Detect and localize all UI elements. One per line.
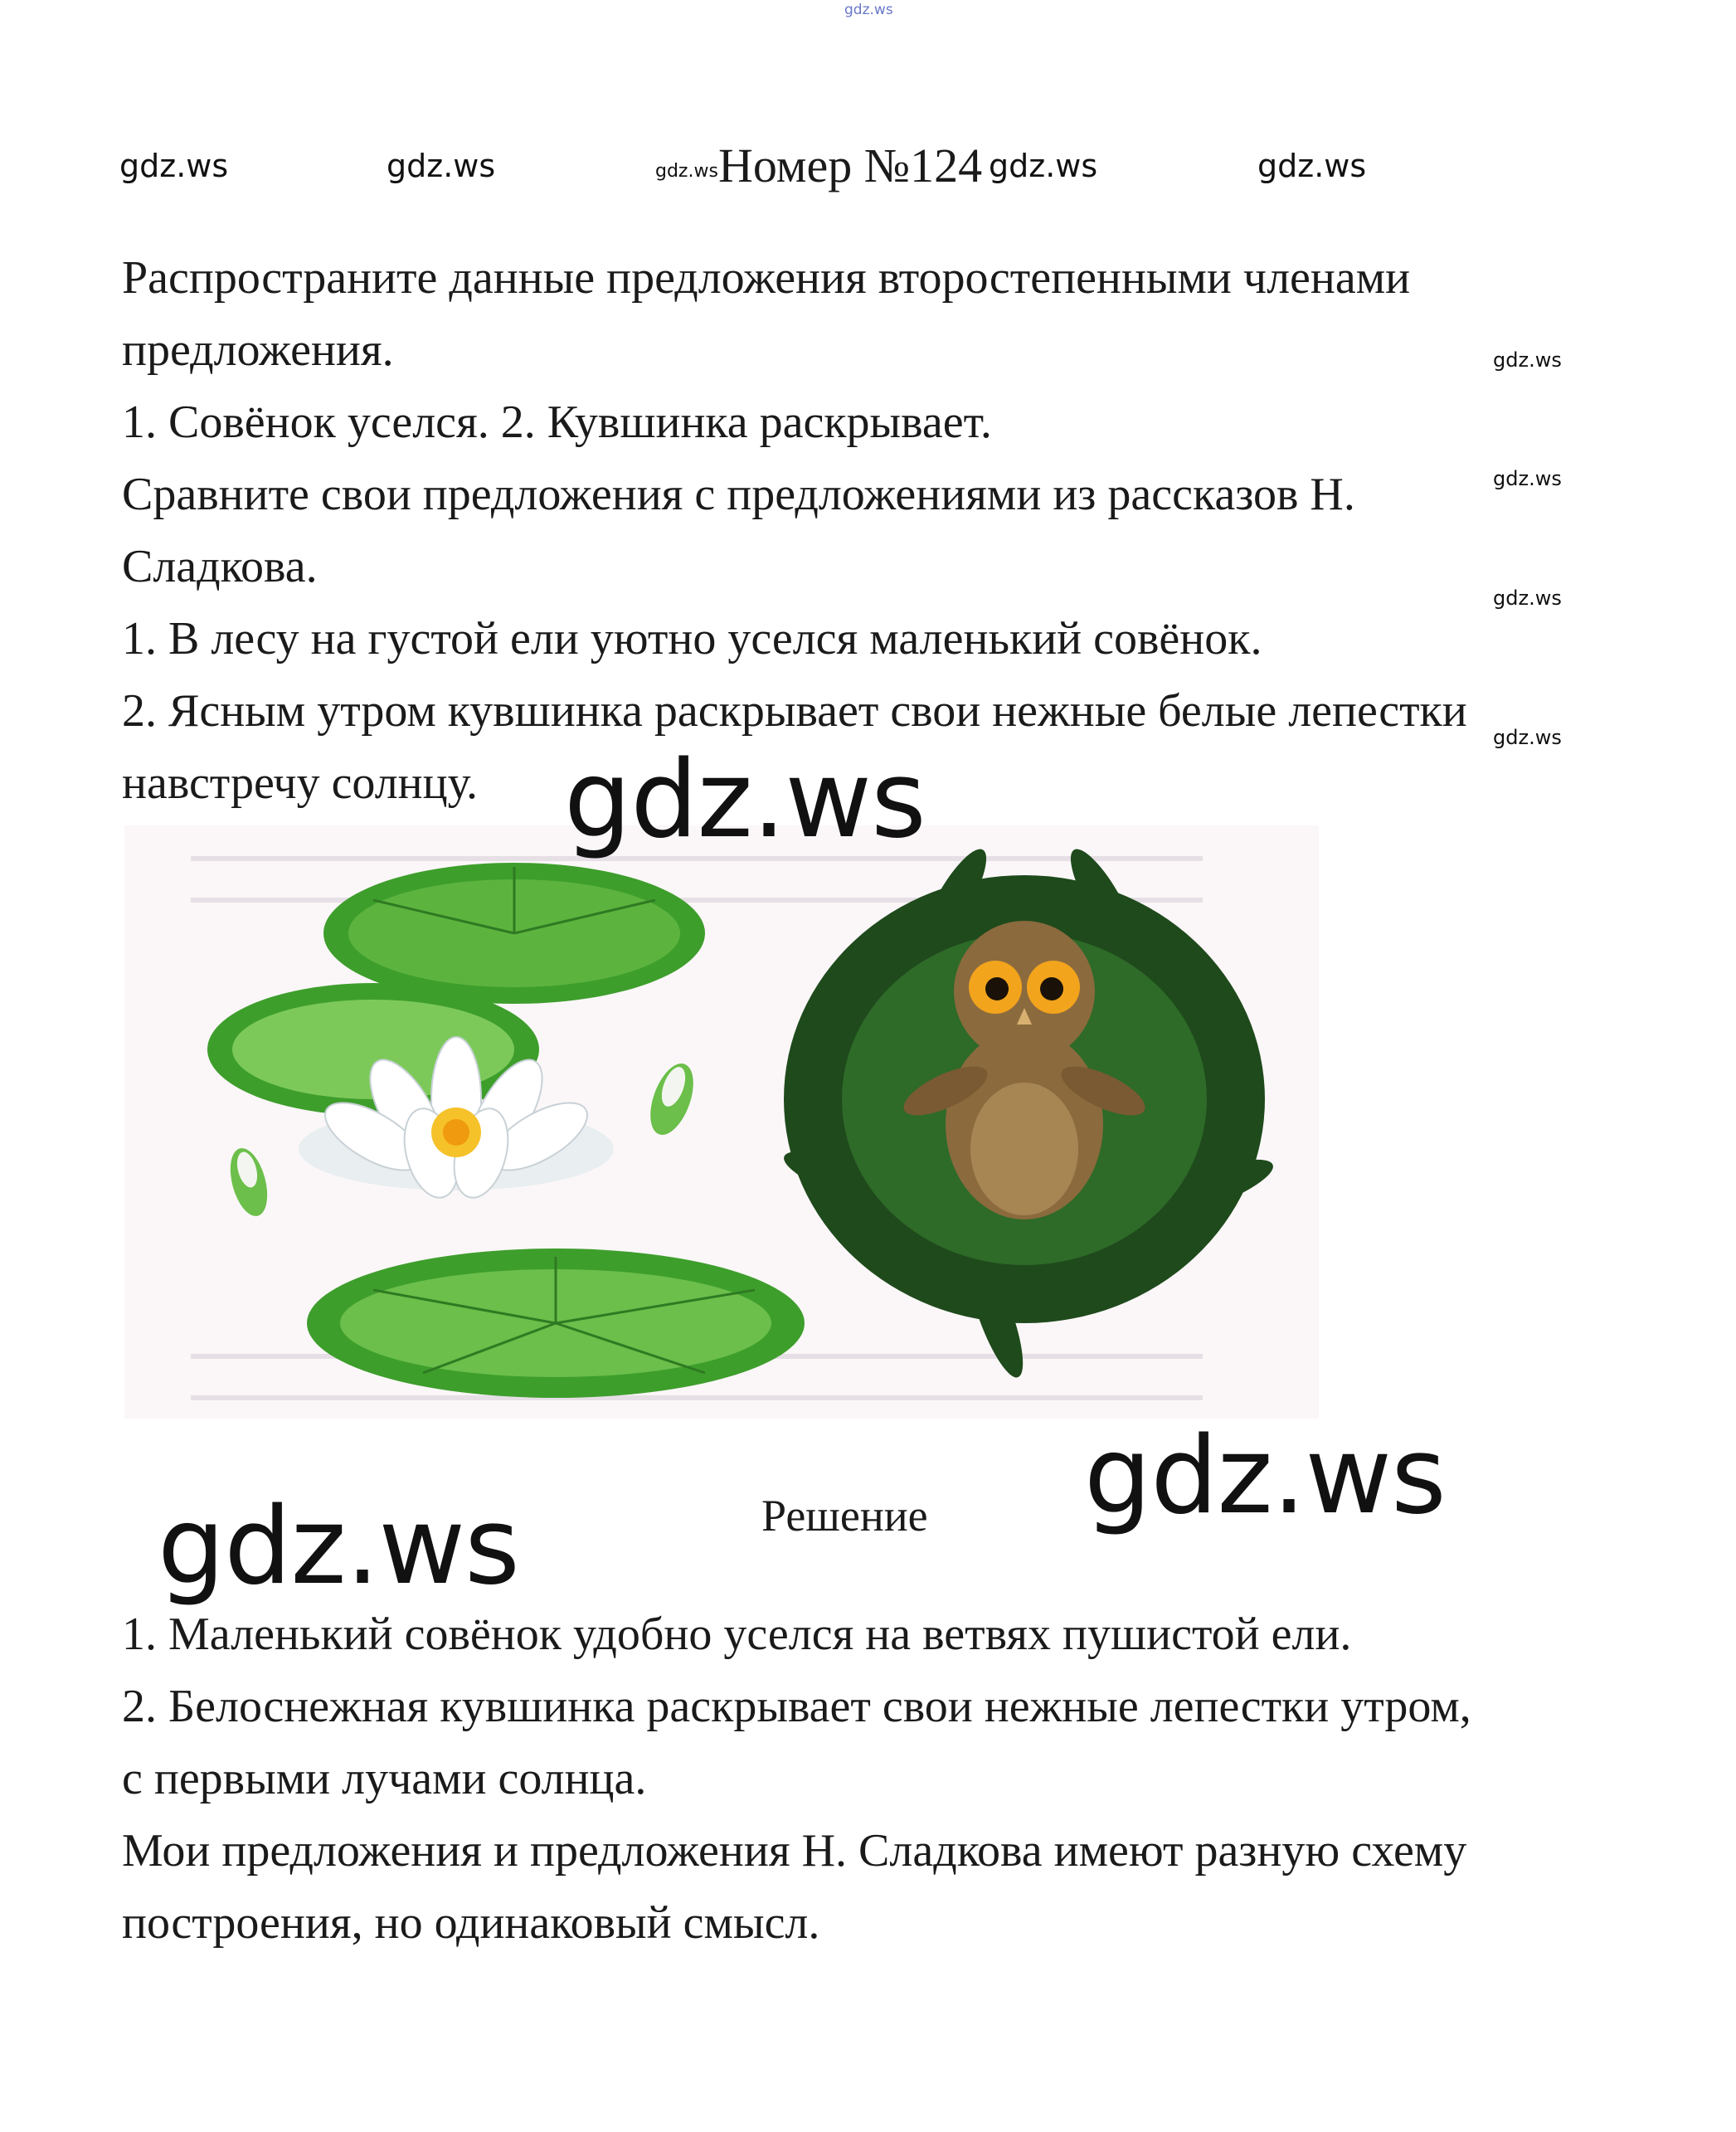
watermark-big-1: gdz.ws (564, 738, 926, 862)
watermark-side-4: gdz.ws (1493, 726, 1562, 749)
task-line-5: Сладкова. (122, 541, 318, 592)
task-line-7: 2. Ясным утром кувшинка раскрывает свои нежные белые лепестки (122, 685, 1467, 737)
solution-line-1: 1. Маленький совёнок удобно уселся на ветвях пушистой ели. (122, 1609, 1352, 1660)
task-line-3: 1. Совёнок уселся. 2. Кувшинка раскрывает. (122, 397, 992, 448)
page-title: Номер №124 (718, 139, 983, 192)
watermark-side-3: gdz.ws (1493, 587, 1562, 610)
illustration-water-lily-and-owlet (124, 825, 1319, 1419)
task-line-2: предложения. (122, 324, 394, 376)
solution-heading: Решение (761, 1491, 928, 1541)
watermark-top: gdz.ws (844, 2, 893, 18)
solution-line-4: Мои предложения и предложения Н. Сладкова имеют разную схему (122, 1825, 1467, 1876)
watermark-side-1: gdz.ws (1493, 348, 1562, 372)
watermark-big-2: gdz.ws (1084, 1414, 1446, 1538)
watermark-big-3: gdz.ws (158, 1485, 519, 1609)
solution-line-2: 2. Белоснежная кувшинка раскрывает свои нежные лепестки утром, (122, 1681, 1471, 1732)
watermark-header-4: gdz.ws (1257, 148, 1367, 184)
task-line-4: Сравните свои предложения с предложениями из рассказов Н. (122, 469, 1355, 520)
solution-line-5: построения, но одинаковый смысл. (122, 1897, 820, 1949)
task-line-6: 1. В лесу на густой ели уютно уселся маленький совёнок. (122, 613, 1262, 664)
watermark-header-small: gdz.ws (655, 161, 718, 182)
watermark-header-2: gdz.ws (387, 148, 496, 184)
watermark-header-1: gdz.ws (119, 148, 229, 184)
task-line-1: Распространите данные предложения второстепенными членами (122, 252, 1411, 304)
watermark-header-3: gdz.ws (989, 148, 1098, 184)
solution-line-3: с первыми лучами солнца. (122, 1753, 647, 1804)
task-line-8: навстречу солнцу. (122, 757, 478, 809)
watermark-side-2: gdz.ws (1493, 467, 1562, 490)
